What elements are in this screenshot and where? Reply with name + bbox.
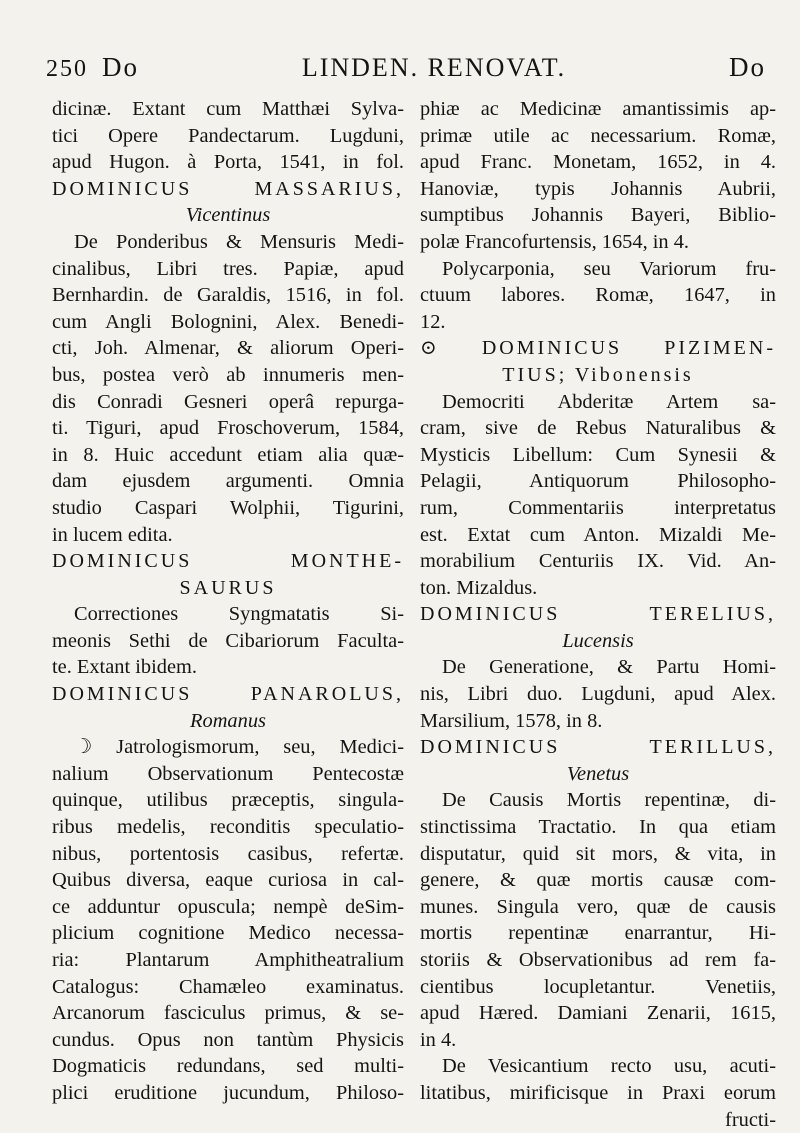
author-heading: TIUS; Vibonensis [502,363,694,386]
text-line: primæ utile ac necessarium. Romæ, [420,124,776,147]
text-line: cti, Joh. Almenar, & aliorum Operi- [52,337,404,360]
text-line: studio Caspari Wolphii, Tigurini, [52,496,404,519]
paragraph-first-line: Polycarponia, seu Variorum fru- [442,257,776,280]
text-line: nibus, portentosis casibus, refertæ. [52,842,404,865]
running-title: LINDEN. RENOVAT. [301,53,567,82]
text-line: ce adduntur opuscula; nempè deSim- [52,895,404,918]
text-line: nalium Observationum Pentecostæ [52,762,404,785]
text-line: ctuum labores. Romæ, 1647, in [420,284,776,307]
author-heading: DOMINICUS TERILLUS, [420,736,776,759]
paragraph-first-line: Correctiones Syngmatatis Si- [74,603,404,626]
page-number: 250 [46,56,88,82]
text-line: Arcanorum fasciculus primus, & se- [52,1002,404,1025]
text-line: cram, sive de Rebus Naturalibus & [420,417,776,440]
text-line: apud Hugon. à Porta, 1541, in fol. [52,151,404,174]
paragraph-first-line: ☽ Jatrologismorum, seu, Medici- [74,736,404,759]
text-line: litatibus, mirificisque in Praxi eorum [420,1081,776,1104]
text-line: Pelagii, Antiquorum Philosopho- [420,470,776,493]
text-line: storiis & Observationibus ad rem fa- [420,949,776,971]
author-heading: DOMINICUS PANAROLUS, [52,683,404,706]
text-line: stinctissima Tractatio. In qua etiam [420,816,776,839]
right-column [420,96,776,1133]
text-line: rum, Commentariis interpretatus [420,496,776,519]
text-line: meonis Sethi de Cibariorum Faculta- [52,629,404,652]
text-line: munes. Singula vero, quæ de causis [420,895,776,918]
text-line: morabilium Centuriis IX. Vid. An- [420,550,776,573]
text-line: ton. Mizaldus. [420,576,538,599]
text-line: 12. [420,310,446,333]
text-line: Bernhardin. de Garaldis, 1516, in fol. [52,284,404,307]
text-line: apud Franc. Monetam, 1652, in 4. [420,151,776,174]
text-line: in 4. [420,1028,457,1051]
paragraph-first-line: De Causis Mortis repentinæ, di- [442,789,776,812]
text-line: dam ejusdem argumenti. Omnia [52,470,404,493]
text-line: plici eruditione jucundum, Philoso- [52,1081,404,1104]
text-line: ribus medelis, reconditis speculatio- [52,816,404,839]
text-line: Dogmaticis redundans, sed multi- [52,1055,404,1078]
text-line: Catalogus: Chamæleo examinatus. [52,975,404,998]
text-line: polæ Francofurtensis, 1654, in 4. [420,230,690,253]
paragraph-first-line: De Ponderibus & Mensuris Medi- [74,230,404,253]
text-line: phiæ ac Medicinæ amantissimis ap- [420,98,776,120]
text-line: nis, Libri duo. Lugduni, apud Alex. [420,683,776,706]
text-line: cientibus locupletantur. Venetiis, [420,975,776,998]
text-line: in lucem edita. [52,523,173,546]
author-heading: ⊙ DOMINICUS PIZIMEN- [420,337,776,360]
text-line: Mysticis Libellum: Cum Synesii & [420,443,776,466]
text-line: cundus. Opus non tantùm Physicis [52,1028,404,1051]
text-line: in 8. Huic accedunt etiam alia quæ- [52,443,404,466]
text-line: Marsilium, 1578, in 8. [420,709,603,732]
text-line: quinque, utilibus præceptis, singula- [52,789,404,812]
paragraph-first-line: De Vesicantium recto usu, acuti- [442,1055,776,1078]
author-heading: DOMINICUS MONTHE- [52,550,404,573]
text-line: tici Opere Pandectarum. Lugduni, [52,124,404,147]
text-line: Hanoviæ, typis Johannis Aubrii, [420,177,776,200]
paragraph-first-line: De Generatione, & Partu Homi- [442,656,776,679]
running-header [46,52,766,88]
text-line: sumptibus Johannis Bayeri, Biblio- [420,204,776,227]
text-line: cinalibus, Libri tres. Papiæ, apud [52,257,404,280]
text-line: Quibus diversa, eaque curiosa in cal- [52,869,404,892]
text-line: mortis repentinæ enarrantur, Hi- [420,922,776,945]
right-catchword: Do [729,52,766,82]
text-line: est. Extat cum Anton. Mizaldi Me- [420,523,776,546]
left-column [52,96,404,1107]
author-origin: Lucensis [562,629,634,652]
author-heading: DOMINICUS MASSARIUS, [52,177,404,200]
catchword: fructi- [725,1108,776,1131]
author-origin: Romanus [190,709,266,732]
author-heading: DOMINICUS TERELIUS, [420,603,776,626]
text-line: ria: Plantarum Amphitheatralium [52,949,404,971]
text-line: genere, & quæ mortis causæ com- [420,869,776,892]
left-catchword: Do [102,52,139,82]
text-line: dicinæ. Extant cum Matthæi Sylva- [52,98,404,120]
text-line: disputatur, quid sit mors, & vita, in [420,842,776,865]
author-heading: SAURUS [179,576,277,599]
paragraph-first-line: Democriti Abderitæ Artem sa- [442,390,776,413]
author-origin: Vicentinus [185,204,271,227]
text-line: bus, postea verò ab innumeris men- [52,363,404,386]
text-line: plicium cognitione Medico necessa- [52,922,404,945]
text-line: cum Angli Bolognini, Alex. Benedi- [52,310,404,333]
text-line: te. Extant ibidem. [52,656,197,679]
text-line: dis Conradi Gesneri operâ repurga- [52,390,404,413]
author-origin: Venetus [566,762,630,785]
text-line: ti. Tiguri, apud Froschoverum, 1584, [52,417,404,440]
text-line: apud Hæred. Damiani Zenarii, 1615, [420,1002,776,1025]
